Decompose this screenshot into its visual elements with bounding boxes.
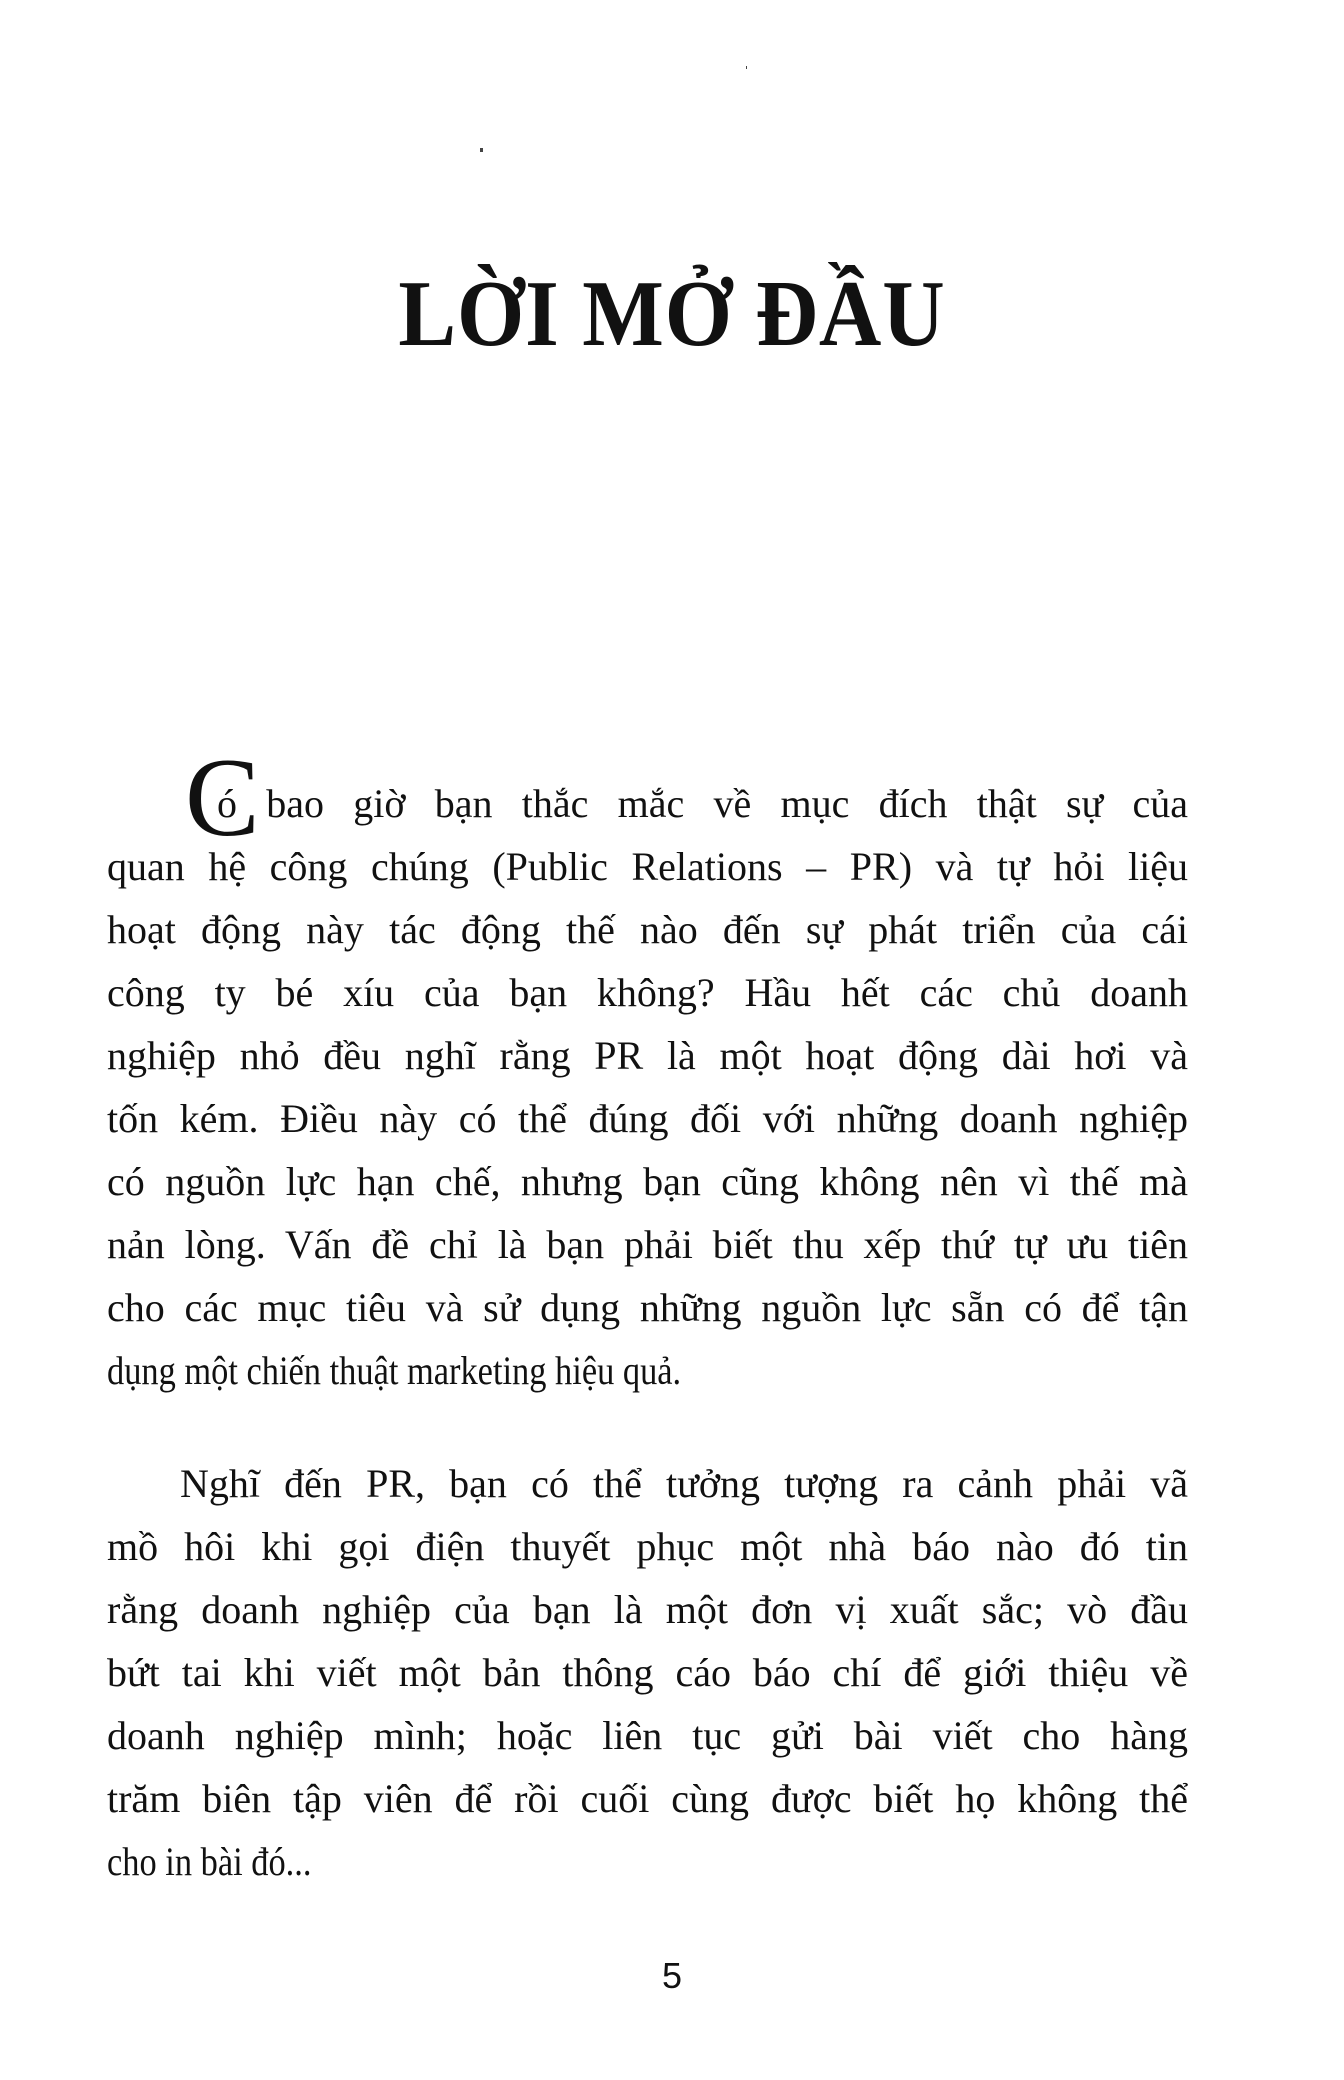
text-line: nghiệp nhỏ đều nghĩ rằng PR là một hoạt động dài hơi và [107, 1033, 1188, 1078]
text-line: bứt tai khi viết một bản thông cáo báo chí để giới thiệu về [107, 1650, 1188, 1695]
text-line: có nguồn lực hạn chế, nhưng bạn cũng không nên vì thế mà [107, 1159, 1188, 1204]
text-line: tốn kém. Điều này có thể đúng đối với những doanh nghiệp [107, 1096, 1188, 1141]
drop-cap: C [185, 736, 260, 860]
text-line: nản lòng. Vấn đề chỉ là bạn phải biết thu xếp thứ tự ưu tiên [107, 1222, 1188, 1267]
text-line: cho in bài đó... [107, 1839, 312, 1884]
chapter-title: LỜI MỞ ĐẦU [398, 261, 946, 366]
text-line: trăm biên tập viên để rồi cuối cùng được biết họ không thể [107, 1776, 1188, 1821]
text-line: cho các mục tiêu và sử dụng những nguồn lực sẵn có để tận [107, 1285, 1188, 1330]
text-line: Nghĩ đến PR, bạn có thể tưởng tượng ra cảnh phải vã [180, 1461, 1188, 1506]
scan-speck [746, 66, 747, 69]
paragraph-2 [107, 1452, 1188, 1893]
text-line: quan hệ công chúng (Public Relations – PR) và tự hỏi liệu [107, 844, 1188, 889]
text-line: công ty bé xíu của bạn không? Hầu hết các chủ doanh [107, 970, 1188, 1015]
page-number: 5 [661, 1955, 683, 1996]
text-line: hoạt động này tác động thế nào đến sự phát triển của cái [107, 907, 1188, 952]
text-line: mồ hôi khi gọi điện thuyết phục một nhà báo nào đó tin [107, 1524, 1188, 1569]
text-line: doanh nghiệp mình; hoặc liên tục gửi bài viết cho hàng [107, 1713, 1188, 1758]
paragraph-1 [107, 736, 1188, 1402]
text-line: ó bao giờ bạn thắc mắc về mục đích thật sự của [217, 781, 1188, 826]
text-line: rằng doanh nghiệp của bạn là một đơn vị xuất sắc; vò đầu [107, 1587, 1188, 1632]
text-line: dụng một chiến thuật marketing hiệu quả. [107, 1348, 682, 1393]
scan-speck [480, 148, 483, 152]
